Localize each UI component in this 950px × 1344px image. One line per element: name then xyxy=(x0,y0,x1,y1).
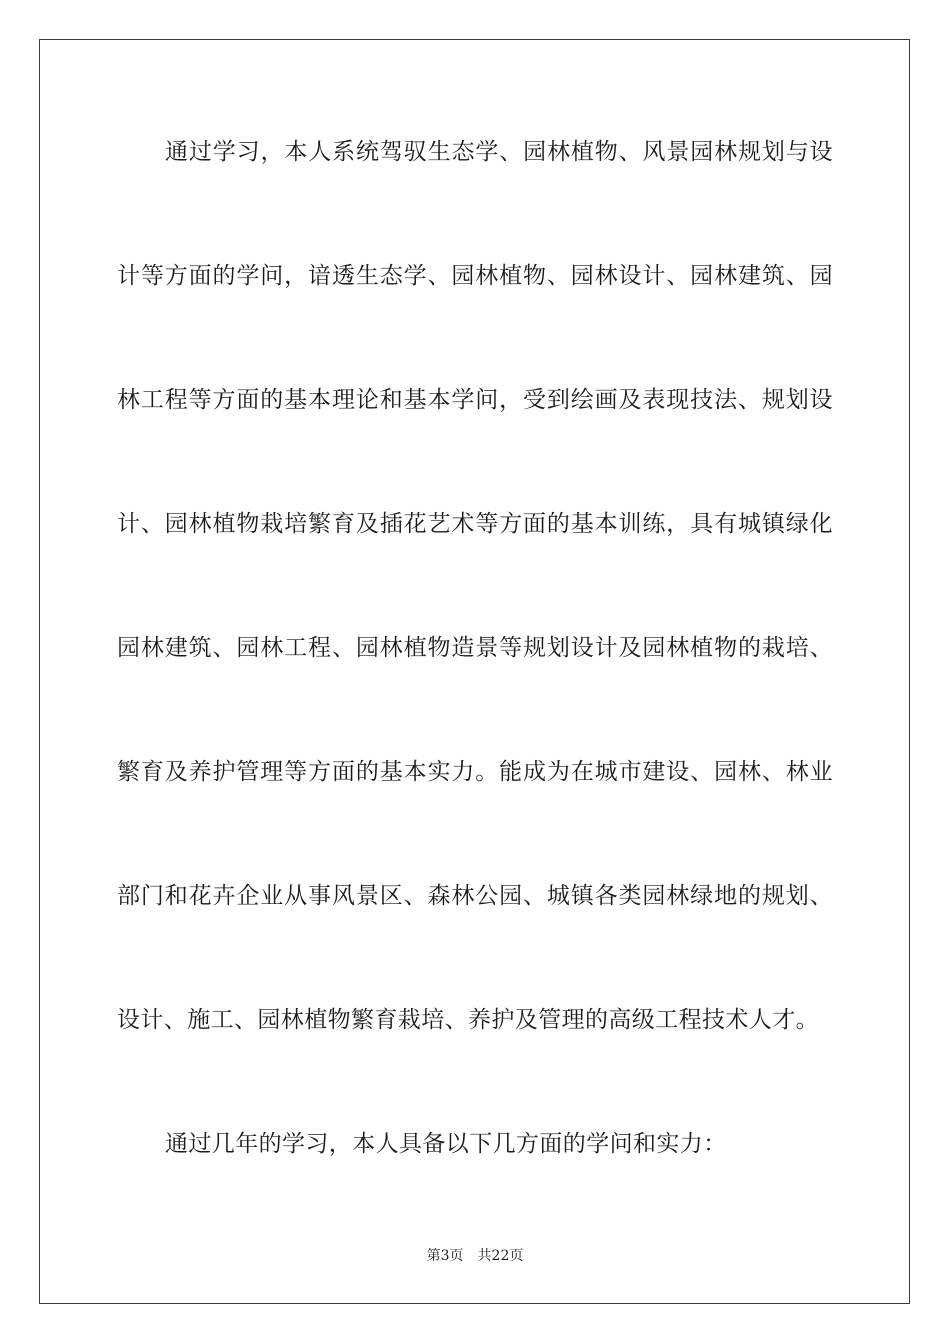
paragraph-1-line-5: 园林建筑、园林工程、园林植物造景等规划设计及园林植物的栽培、 xyxy=(117,635,833,661)
paragraph-1-line-2: 计等方面的学问，谙透生态学、园林植物、园林设计、园林建筑、园 xyxy=(117,263,833,289)
page-footer xyxy=(0,1247,950,1265)
page-border xyxy=(39,39,910,1304)
paragraph-1-line-3: 林工程等方面的基本理论和基本学问，受到绘画及表现技法、规划设 xyxy=(117,387,833,413)
paragraph-1-line-1: 通过学习，本人系统驾驭生态学、园林植物、风景园林规划与设 xyxy=(165,139,833,165)
page-number: 第3页 xyxy=(426,1248,464,1264)
paragraph-1-line-6: 繁育及养护管理等方面的基本实力。能成为在城市建设、园林、林业 xyxy=(117,759,833,785)
page-total: 共22页 xyxy=(477,1248,524,1264)
paragraph-1-line-4: 计、园林植物栽培繁育及插花艺术等方面的基本训练，具有城镇绿化 xyxy=(117,511,833,537)
paragraph-2-line-1: 通过几年的学习，本人具备以下几方面的学问和实力： xyxy=(165,1131,727,1157)
paragraph-1-line-8: 设计、施工、园林植物繁育栽培、养护及管理的高级工程技术人才。 xyxy=(117,1007,819,1033)
paragraph-1-line-7: 部门和花卉企业从事风景区、森林公园、城镇各类园林绿地的规划、 xyxy=(117,883,833,909)
